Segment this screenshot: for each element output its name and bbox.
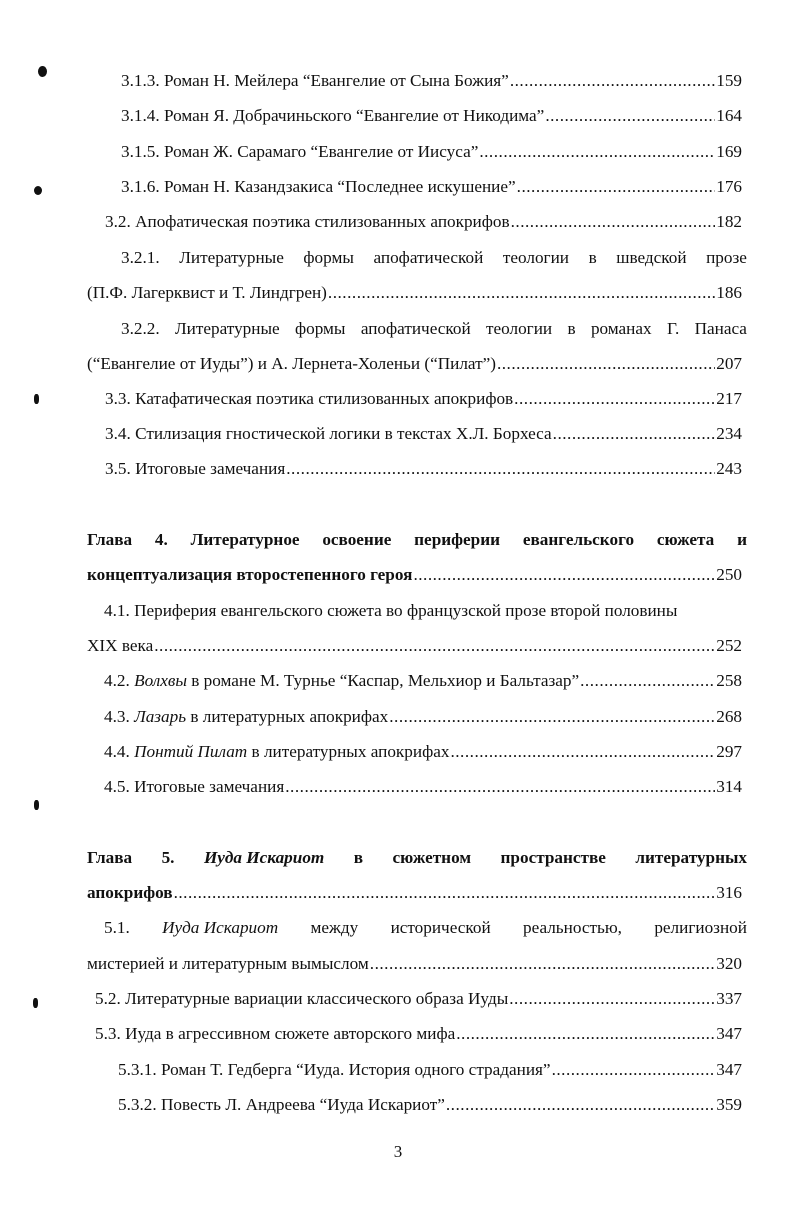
chapter-word: Литературное (190, 530, 300, 549)
toc-entry-italic: Понтий Пилат (134, 742, 248, 761)
toc-page-number: 207 (716, 354, 742, 373)
toc-entry-rest: в литературных апокрифах (247, 742, 450, 761)
toc-entry-title: 3.4. Стилизация гностической логики в текстах Х.Л. Борхеса (105, 424, 552, 443)
toc-leader-dots (479, 139, 715, 165)
toc-word: между (310, 918, 359, 937)
chapter-entry (0, 562, 742, 588)
toc-entry-italic: Лазарь (134, 707, 187, 726)
toc-word: религиозной (654, 918, 747, 937)
toc-leader-dots (450, 739, 715, 765)
toc-entry-title (104, 739, 449, 765)
chapter-title: концептуализация второстепенного героя (87, 565, 413, 584)
toc-page-number: 182 (716, 212, 742, 231)
toc-page-number: 176 (716, 177, 742, 196)
toc-leader-dots (174, 880, 716, 906)
toc-entry-title: 3.2. Апофатическая поэтика стилизованных апокрифов (105, 212, 510, 231)
chapter-word: 4. (154, 530, 168, 549)
toc-entry (0, 951, 742, 977)
toc-word: формы (294, 319, 346, 338)
toc-entry (0, 774, 742, 800)
toc-page-number: 164 (716, 106, 742, 125)
toc-entry-line (104, 598, 752, 624)
chapter-heading-line (87, 845, 747, 871)
toc-word: апофатической (360, 319, 471, 338)
toc-word: Г. (666, 319, 680, 338)
toc-entry-title: 5.3. Иуда в агрессивном сюжете авторского мифа (95, 1024, 456, 1043)
toc-leader-dots (517, 174, 716, 200)
toc-entry (0, 986, 742, 1012)
chapter-title: апокрифов (87, 883, 173, 902)
toc-leader-dots (510, 68, 715, 94)
toc-word: теологии (502, 248, 569, 267)
toc-leader-dots (286, 456, 715, 482)
toc-leader-dots (413, 562, 715, 588)
toc-entry-title: (“Евангелие от Иуды”) и А. Лернета-Холеньи (“Пилат”) (87, 354, 496, 373)
toc-entry-title (104, 668, 579, 694)
toc-leader-dots (509, 986, 715, 1012)
toc-leader-dots (497, 351, 715, 377)
toc-page-number: 252 (716, 636, 742, 655)
toc-word: исторической (390, 918, 491, 937)
toc-page-number: 347 (716, 1024, 742, 1043)
toc-word: формы (303, 248, 354, 267)
toc-page-number: 337 (716, 989, 742, 1008)
toc-entry (0, 704, 742, 730)
toc-entry-title: 3.3. Катафатическая поэтика стилизованных апокрифов (105, 389, 514, 408)
toc-entry (0, 209, 742, 235)
toc-entry (0, 68, 742, 94)
chapter-word: сюжета (656, 530, 715, 549)
scan-blot (34, 800, 39, 810)
toc-leader-dots (328, 280, 715, 306)
toc-word: 3.2.2. (121, 319, 160, 338)
toc-entry (0, 1021, 742, 1047)
toc-leader-dots (580, 668, 715, 694)
toc-leader-dots (370, 951, 715, 977)
toc-word: Литературные (179, 248, 284, 267)
toc-entry-italic: Иуда Искариот (162, 918, 279, 937)
toc-entry (0, 633, 742, 659)
chapter-word: Глава (87, 848, 133, 867)
toc-page-number: 347 (716, 1060, 742, 1079)
toc-page-number: 186 (716, 283, 742, 302)
toc-entry-line (121, 316, 747, 342)
toc-page-number: 258 (716, 671, 742, 690)
toc-entry-italic: Волхвы (134, 671, 187, 690)
toc-word: в (567, 319, 576, 338)
chapter-word: пространстве (500, 848, 606, 867)
chapter-word: периферии (414, 530, 501, 549)
toc-entry-title: (П.Ф. Лагерквист и Т. Линдгрен) (87, 283, 327, 302)
chapter-italic: Иуда Искариот (203, 848, 325, 867)
toc-entry-title: мистерией и литературным вымыслом (87, 954, 369, 973)
toc-leader-dots (154, 633, 715, 659)
toc-entry (0, 1092, 742, 1118)
toc-entry-title: 4.1. Периферия евангельского сюжета во французской прозе второй половины (104, 601, 678, 620)
toc-entry-title: 3.5. Итоговые замечания (105, 459, 286, 478)
chapter-word: освоение (322, 530, 392, 549)
toc-leader-dots (389, 704, 715, 730)
page-number: 3 (393, 1142, 403, 1161)
toc-entry (0, 280, 742, 306)
chapter-word: сюжетном (392, 848, 472, 867)
toc-leader-dots (511, 209, 716, 235)
toc-word: апофатической (373, 248, 484, 267)
toc-leader-dots (285, 774, 715, 800)
toc-entry (0, 739, 742, 765)
toc-entry-title: 3.1.3. Роман Н. Мейлера “Евангелие от Сына Божия” (121, 71, 509, 90)
toc-entry-title: 5.3.2. Повесть Л. Андреева “Иуда Искариот” (118, 1095, 445, 1114)
toc-entry (0, 421, 742, 447)
toc-page-number: 297 (716, 742, 742, 761)
chapter-word: и (737, 530, 747, 549)
toc-entry (0, 1057, 742, 1083)
toc-page-number: 314 (716, 777, 742, 796)
toc-word: романах (590, 319, 652, 338)
toc-page-number: 268 (716, 707, 742, 726)
toc-word: теологии (486, 319, 553, 338)
toc-page-number: 250 (716, 565, 742, 584)
toc-entry (0, 456, 742, 482)
toc-leader-dots (545, 103, 715, 129)
toc-page-number: 359 (716, 1095, 742, 1114)
toc-word: Панаса (694, 319, 747, 338)
chapter-word: евангельского (522, 530, 635, 549)
toc-entry-number: 4.4. (104, 742, 130, 761)
toc-entry (0, 386, 742, 412)
toc-entry-title: 3.1.5. Роман Ж. Сарамаго “Евангелие от Иисуса” (121, 142, 479, 161)
chapter-word: в (353, 848, 364, 867)
chapter-word: 5. (161, 848, 175, 867)
toc-word: в (588, 248, 597, 267)
toc-page-number: 316 (716, 883, 742, 902)
toc-leader-dots (553, 421, 716, 447)
toc-word: прозе (706, 248, 747, 267)
toc-entry-title: XIX века (87, 636, 154, 655)
toc-leader-dots (446, 1092, 715, 1118)
toc-word: реальностью, (523, 918, 622, 937)
toc-entry-rest: в романе М. Турнье “Каспар, Мельхиор и Бальтазар” (186, 671, 580, 690)
toc-entry-title: 5.2. Литературные вариации классического образа Иуды (95, 989, 509, 1008)
toc-word: Литературные (175, 319, 280, 338)
toc-page-number: 169 (716, 142, 742, 161)
toc-entry-number: 4.3. (104, 707, 130, 726)
toc-page-number: 159 (716, 71, 742, 90)
toc-page-number: 217 (716, 389, 742, 408)
toc-entry (0, 103, 742, 129)
toc-entry-rest: в литературных апокрифах (186, 707, 389, 726)
toc-entry-line (104, 915, 747, 941)
toc-word: шведской (616, 248, 687, 267)
toc-entry-title: 3.1.4. Роман Я. Добрачиньского “Евангелие от Никодима” (121, 106, 545, 125)
chapter-heading-line (87, 527, 747, 553)
toc-entry (0, 139, 742, 165)
toc-entry (0, 174, 742, 200)
toc-leader-dots (552, 1057, 716, 1083)
chapter-word: литературных (635, 848, 747, 867)
toc-entry-number: 5.1. (104, 918, 130, 937)
toc-page-number: 234 (716, 424, 742, 443)
toc-page-number: 320 (716, 954, 742, 973)
toc-entry-title: 4.5. Итоговые замечания (104, 777, 285, 796)
chapter-entry (0, 880, 742, 906)
toc-entry (0, 351, 742, 377)
toc-entry-title (104, 704, 388, 730)
toc-leader-dots (456, 1021, 715, 1047)
toc-leader-dots (514, 386, 715, 412)
toc-entry-line (121, 245, 747, 271)
toc-word: 3.2.1. (121, 248, 160, 267)
toc-entry-title: 5.3.1. Роман Т. Гедберга “Иуда. История одного страдания” (118, 1060, 551, 1079)
chapter-word: Глава (87, 530, 133, 549)
toc-entry-number: 4.2. (104, 671, 130, 690)
toc-entry (0, 668, 742, 694)
toc-page-number: 243 (716, 459, 742, 478)
toc-entry-title: 3.1.6. Роман Н. Казандзакиса “Последнее искушение” (121, 177, 516, 196)
